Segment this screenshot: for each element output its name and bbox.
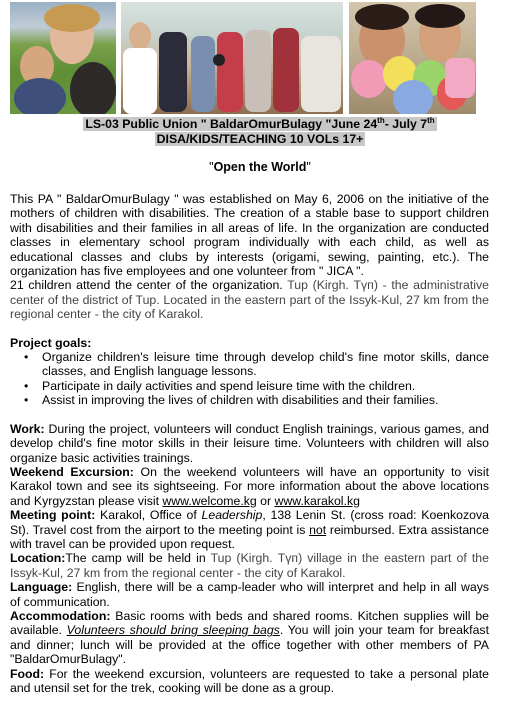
goal-item: • Assist in improving the lives of children with disabilities and their families.: [42, 393, 489, 407]
excursion-section: Weekend Excursion: On the weekend volunteers will have an opportunity to visit Karakol town and see its sightseeing. For more information about the above locations and Kyrgyzstan please visit www.welcome.kg or www.karakol.kg: [10, 464, 489, 508]
project-title: Open the World: [213, 160, 307, 174]
food-section: Food: For the weekend excursion, volunteers are requested to take a personal plate and utensil set for the trek, cooking will be done as a group.: [10, 666, 489, 695]
photo-children-with-balloons: [349, 2, 476, 114]
work-section: Work: During the project, volunteers will conduct English trainings, various games, and develop child's fine motor skills in their leisure time. Volunteers with children will also organize basic activities trainings.: [10, 421, 489, 465]
karakol-kg-link[interactable]: www.karakol.kg: [274, 493, 360, 508]
goal-item: • Participate in daily activities and spend leisure time with the children.: [42, 379, 489, 393]
project-header: [0, 117, 520, 147]
goals-heading: Project goals:: [10, 335, 92, 350]
goal-item: • Organize children's leisure time through develop child's fine motor skills, dance classes, and English language lessons.: [42, 350, 489, 379]
welcome-kg-link[interactable]: www.welcome.kg: [162, 493, 257, 508]
header-line-1: [83, 117, 436, 131]
meeting-point-section: Meeting point: Karakol, Office of Leadership, 138 Lenin St. (cross road: Koenkozova St). Travel cost from the airport to the meeting point is not reimbursed. Extra assistance with travel can be provided upon request.: [10, 508, 489, 551]
location-intro-paragraph: 21 children attend the center of the organization. Tup (Kirgh. Түп) - the administrative center of the district of Tup. Located in the eastern part of the Issyk-Kul, 27 km from the regional center - the city of Karakol.: [10, 278, 489, 322]
photo-volunteer-with-child: [10, 2, 116, 114]
organization-name: " BaldarOmurBulagy ": [200, 117, 332, 131]
location-section: Location:The camp will be held in Tup (Kirgh. Түп) village in the eastern part of the Issyk-Kul, 27 km from the regional center - the city of Karakol.: [10, 551, 489, 580]
goals-list: [10, 350, 489, 408]
language-section: Language: English, there will be a camp-leader who will interpret and help in all ways of communication.: [10, 580, 489, 609]
document-body: [10, 192, 489, 695]
project-dates: June 24th- July 7th: [331, 115, 435, 131]
project-subtitle: "Open the World": [209, 160, 311, 174]
photo-strip: [10, 2, 476, 114]
project-type-line: DISA/KIDS/TEACHING 10 VOLs 17+: [156, 132, 364, 146]
project-code: LS-03 Public Union: [85, 117, 201, 131]
intro-paragraph: This PA " BaldarOmurBulagy " was established on May 6, 2006 on the initiative of the mothers of children with disabilities. The creation of a stable base to support children with disabilities and their families in all areas of life. In the organization are conducted classes in elementary school program individually with each child, as well as educational classes and clubs by interests (origami, sewing, painting, etc.). The organization has five employees and one volunteer from " JICA ".: [10, 192, 489, 279]
photo-children-in-hall: [121, 2, 343, 114]
accommodation-section: Accommodation: Basic rooms with beds and shared rooms. Kitchen supplies will be available. Volunteers should bring sleeping bags. You will join your team for breakfast and dinner; lunch will be provided at the office together with other members of PA "BaldarOmurBulagy".: [10, 608, 489, 667]
